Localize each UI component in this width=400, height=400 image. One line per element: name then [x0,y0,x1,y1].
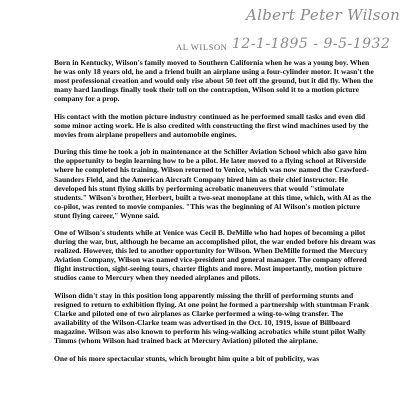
handwritten-dates-annotation: 12-1-1895 - 9-5-1932 [232,36,391,52]
handwritten-name-annotation: Albert Peter Wilson [246,6,400,24]
page-title: AL WILSON [176,42,228,52]
paragraph-stunts: One of his more spectacular stunts, which brought him quite a bit of publicity, was [54,353,320,363]
paragraph-flight-training: During this time he took a job in maintenance at the Schiller Aviation School which also gave him the opportunity to begin learning how to be a pilot. He later moved to a flying school at Riverside where he completed his training. Wilson returned to Venice, which was now named the Crawford-Saunders Field, and the American Aircraft Company hired him as their chief instructor. He developed his stunt flying skills by performing acrobatic maneuvers that would "stimulate students." Wilson's brother, Herbert, built a two-seat monoplane at this time, which, with Al as the co-pilot, was rented to movie companies. "This was the beginning of Al Wilson's motion picture stunt flying career," Wynne said. [54,147,372,220]
paragraph-exhibition-flying: Wilson didn't stay in this position long apparently missing the thrill of performing stunts and resigned to return to exhibition flying. At one point he formed a partnership with stuntman Frank Clarke and piloted one of two airplanes as Clarke performed a wing-to-wing transfer. The availability of the Wilson-Clarke team was advertised in the Oct. 10, 1919, issue of Billboard magazine. Wilson was also known to perform his wing-walking acrobatics while stunt pilot Wally Timms (whom Wilson had trained back at Mercury Aviation) piloted the airplane. [54,291,370,346]
paragraph-motion-picture-work: His contact with the motion picture industry continued as he performed small tasks and even did some minor acting work. He is also credited with constructing the first wind machines used by the movies from airplane propellers and automobile engines. [54,111,369,139]
document-body [54,58,376,363]
paragraph-mercury-aviation: One of Wilson's students while at Venice was Cecil B. DeMille who had hopes of becoming a pilot during the war, but, although he became an accomplished pilot, the war ended before his dream was realized. However, this led to another opportunity for Wilson. When DeMille formed the Mercury Aviation Company, Wilson was named vice-president and general manager. The company offered flight instruction, sight-seeing tours, charter flights and more. Most importantly, motion picture studios came to Mercury when they needed airplanes and pilots. [54,228,376,283]
paragraph-early-life: Born in Kentucky, Wilson's family moved to Southern California when he was a young boy. When he was only 18 years old, he and a friend built an airplane using a four-cylinder motor. It wasn't the most professional creation and would only rise about 50 feet off the ground, but it did fly. When the many hard landings finally took their toll on the contraption, Wilson sold it to a motion picture company for a prop. [54,58,374,104]
